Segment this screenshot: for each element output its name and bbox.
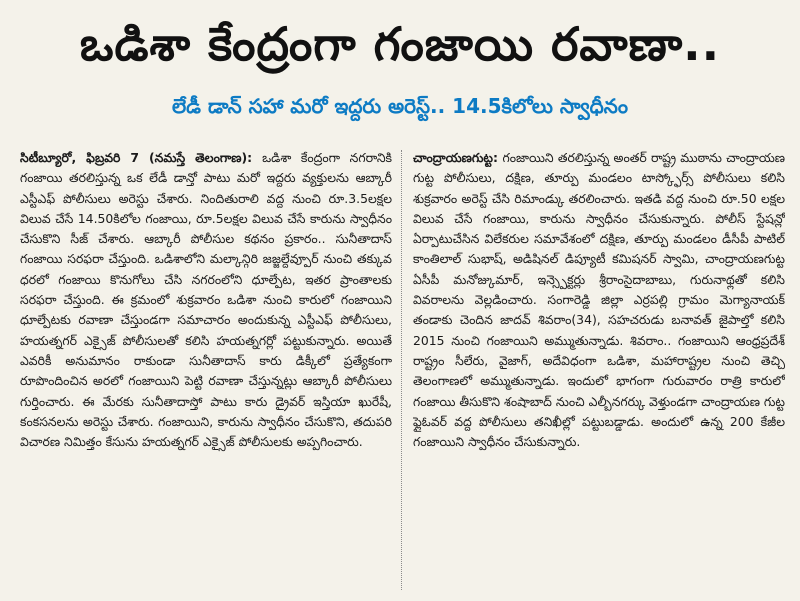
left-dateline: సిటీబ్యూరో, ఫిబ్రవరి 7 (నమస్తే తెలంగాణ): — [20, 150, 263, 165]
left-body: ఒడిశా కేంద్రంగా నగరానికి గంజాయి తరలిస్తున్న ఒక లేడీ డాన్తో పాటు మరో ఇద్దరు వ్యక్తులను ఆబ్కారీ ఎస్టీఎఫ్ పోలీసులు అరెస్టు చేశారు. నిందితురాలి వద్ద నుంచి రూ.3.5లక్షల విలువ చేసే 14.50కిలోల గంజాయి, రూ.5లక్షల విలువ చేసే కారును స్వాధీనం చేసుకొని సీజ్ చేశారు. ఆబ్కారీ పోలీసుల కథనం ప్రకారం.. సునీతాదాస్ గంజాయి సరఫరా చేస్తుంది. ఒడిశాలోని మల్కాన్గిరి జజ్జల్దేవ్పూర్ నుంచి తక్కువ ధరలో గంజాయి కొనుగోలు చేసి నగరంలోని ధూల్పేట, ఇతర ప్రాంతాలకు సరఫరా చేస్తుంది. ఈ క్రమంలో శుక్రవారం ఒడిశా నుంచి కారులో గంజాయిని ధూల్పేటకు రవాణా చేస్తుండగా సమాచారం అందుకున్న ఎస్టీఎఫ్ పోలీసులు, హయత్నగర్ ఎక్సైజ్ పోలీసులతో కలిసి హయత్నగర్లో పట్టుకున్నారు. అయితే ఎవరికీ అనుమానం రాకుండా సునీతాదాస్ కారు డిక్కీలో ప్రత్యేకంగా రూపొందించిన అరలో గంజాయిని పెట్టి రవాణా చేస్తున్నట్లు ఆబ్కారీ పోలీసులు గుర్తించారు. ఈ మేరకు సునీతాదాస్తో పాటు కారు డ్రైవర్ ఇస్తియా ఖురేషీ, కంకసనలను అరెస్టు చేశారు. గంజాయిని, కారును స్వాధీనం చేసుకొని, తదుపరి విచారణ నిమిత్తం కేసును హయత్నగర్ ఎక్సైజ్ పోలీసులకు అప్పగించారు. — [20, 150, 392, 450]
headline: ఒడిశా కేంద్రంగా గంజాయి రవాణా.. — [79, 17, 721, 71]
right-body: గంజాయిని తరలిస్తున్న అంతర్ రాష్ట్ర ముఠాను చాంద్రాయణ గుట్ట పోలీసులు, దక్షిణ, తూర్పు మండలం టాస్క్ఫోర్స్ పోలీసులు కలిసి శుక్రవారం అరెస్ట్ చేసి రిమాండ్కు తరలించారు. ఇతడి వద్ద నుంచి రూ.50 లక్షల విలువ చేసే గంజాయి, కారును స్వాధీనం చేసుకున్నారు. పోలీస్ స్టేషన్లో ఏర్పాటుచేసిన విలేకరుల సమావేశంలో దక్షిణ, తూర్పు మండలం డీసీపీ పాటిల్ కాంతిలాల్ సుభాష్, అడిషినల్ డిప్యూటీ కమిషనర్ స్వామి, చాంద్రాయణగుట్ట ఏసీపీ మనోజ్కుమార్, ఇన్స్పెక్టర్లు శ్రీరాంసైదాబాబు, గురునాథ్లతో కలిసి వివరాలను వెల్లడించారు. సంగారెడ్డి జిల్లా ఎర్రపల్లి గ్రామం మెగ్యానాయక్ తండాకు చెందిన జాదవ్ శివరాం(34), సహచరుడు బనావత్ జైపాల్తో కలిసి 2015 నుంచి గంజాయిని అమ్ముతున్నాడు. శివరాం.. గంజాయిని ఆంధ్రప్రదేశ్ రాష్ట్రం సీలేరు, వైజాగ్, అదేవిధంగా ఒడిశా, మహారాష్ట్రల నుంచి తెచ్చి తెలంగాణలో అమ్ముతున్నాడు. ఇందులో భాగంగా గురువారం రాత్రి కారులో గంజాయి తీసుకొని శంషాబాద్ నుంచి ఎల్బీనగర్కు వెళ్తుండగా చాంద్రాయణ గుట్ట ఫ్లైఓవర్ వద్ద పోలీసులు తనిఖీల్లో పట్టుబడ్డాడు. అందులో ఉన్న 200 కేజీల గంజాయిని స్వాధీనం చేసుకున్నారు. — [413, 150, 785, 450]
left-column — [20, 148, 392, 596]
right-dateline: చాంద్రాయణగుట్ట: — [413, 150, 503, 165]
right-column-text — [413, 148, 785, 452]
right-column — [413, 148, 785, 596]
left-column-text — [20, 148, 392, 452]
subheadline: లేడీ డాన్ సహా మరో ఇద్దరు అరెస్ట్.. 14.5కిలోలు స్వాధీనం — [172, 94, 628, 118]
column-divider — [401, 150, 402, 590]
